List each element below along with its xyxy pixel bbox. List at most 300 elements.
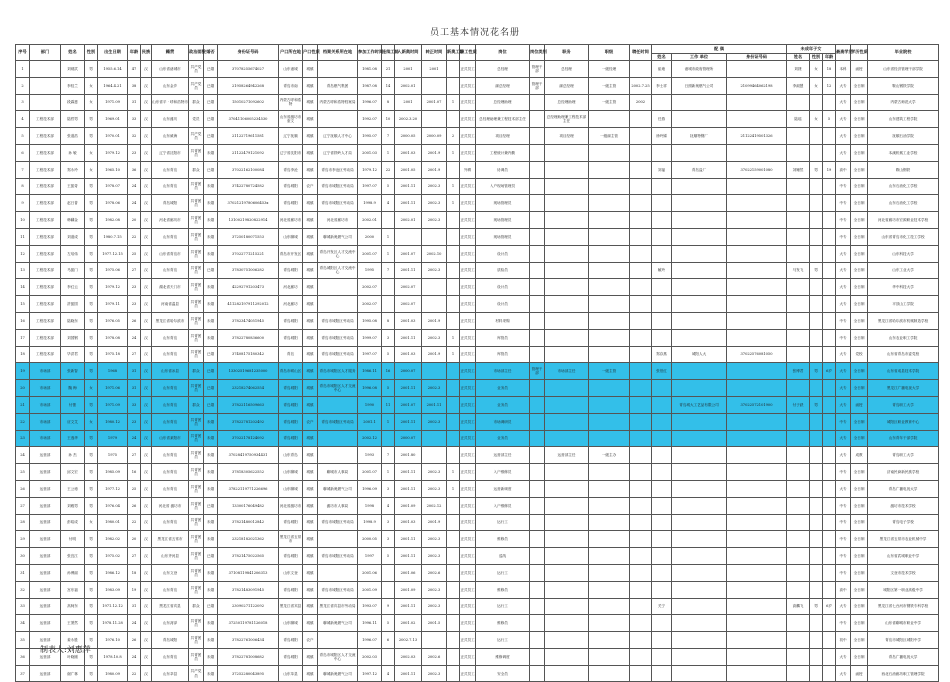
cell-spw [672,262,727,279]
cell-id: 37822761006434 [218,632,279,649]
cell-chn [787,665,810,682]
cell-dd [630,581,652,598]
cell-reg [422,111,447,128]
cell-reg: 2002.3 [422,212,447,229]
cell-rank [589,380,630,397]
cell-duty [545,396,589,413]
cell-name: 孙博丽 [61,564,85,581]
cell-et: 正式员工 [460,77,476,94]
cell-sex: 女 [85,413,98,430]
cell-cha [823,380,836,397]
cell-hk: 山东聊城 [279,464,303,481]
cell-eth: 汉 [141,329,152,346]
cell-eth: 汉 [141,346,152,363]
cell-et: 正式员工 [460,514,476,531]
cell-dept: 工程技术部 [30,195,61,212]
cell-nsen [447,430,460,447]
cell-name: 陆晓东 [61,312,85,329]
cell-sen: 4 [382,195,395,212]
col-age: 年龄 [128,45,141,61]
cell-name: 王萧然 [61,615,85,632]
table-row [16,632,939,649]
cell-ws: 1997.12 [358,665,382,682]
cell-eth: 汉 [141,396,152,413]
cell-et: 正式员工 [460,464,476,481]
col-duty: 职务 [545,45,589,61]
cell-spw [672,598,727,615]
cell-hk: 青岛城阳 [279,178,303,195]
cell-spid [727,94,787,111]
cell-reg: 2001 [422,61,447,78]
cell-file [318,531,358,548]
cell-mar: 未婚 [204,245,218,262]
cell-join: 2000.07 [395,430,422,447]
cell-pt [530,514,545,531]
cell-birth: 1971.09 [98,396,128,413]
cell-id: 37821475022565 [218,548,279,565]
cell-edt: 全日制 [851,245,868,262]
cell-birth: 1965.10 [98,161,128,178]
cell-cha [823,430,836,447]
cell-sex: 男 [85,296,98,313]
cell-nsen [447,111,460,128]
cell-hkt: 城镇 [303,363,318,380]
cell-dd [630,564,652,581]
cell-chs: 女 [810,111,823,128]
cell-dept: 工程技术部 [30,128,61,145]
col-marital: 婚否 [204,45,218,61]
cell-et: 正式员工 [460,262,476,279]
cell-cha: 5 [823,111,836,128]
cell-origin: 山东青岛 [152,480,189,497]
cell-name: 邱文宏 [61,464,85,481]
cell-hk: 青岛城阳 [279,413,303,430]
cell-id: 37250180071553 [218,228,279,245]
col-spouse-work: 工作 单位 [672,54,727,61]
cell-age: 27 [128,548,141,565]
cell-n: 10 [16,212,30,229]
cell-ws: 1995.07 [358,128,382,145]
cell-edu: 大专 [836,346,851,363]
cell-age: 22 [128,665,141,682]
cell-dd [630,178,652,195]
cell-nsen [447,665,460,682]
cell-duty: 项目经理 [545,128,589,145]
cell-chs [810,296,823,313]
cell-sex: 男 [85,531,98,548]
cell-dept: 工程技术部 [30,144,61,161]
cell-dd [630,665,652,682]
cell-birth: 1980.12 [98,413,128,430]
cell-age: 24 [128,615,141,632]
cell-age: 25 [128,480,141,497]
cell-et: 正式员工 [460,144,476,161]
cell-dept: 运营部 [30,615,61,632]
cell-chn [787,497,810,514]
cell-file [318,632,358,649]
cell-nsen: 1 [447,94,460,111]
col-seniority: 连续工龄 [382,45,395,61]
cell-dd: 2002 [630,94,652,111]
cell-hkt: 城镇 [303,77,318,94]
cell-hk: 青岛城阳 [279,329,303,346]
cell-hk: 青岛城阳 [279,312,303,329]
cell-cha [823,632,836,649]
cell-dept: 工程技术部 [30,245,61,262]
cell-spw [672,564,727,581]
cell-rank: 一级主管 [589,363,630,380]
cell-edt: 全日制 [851,195,868,212]
cell-post: 设计员 [476,296,530,313]
cell-hkt: 城镇 [303,296,318,313]
cell-file [318,111,358,128]
cell-dept: 运营部 [30,598,61,615]
cell-hk: 青岛李沧 [279,161,303,178]
cell-reg [422,296,447,313]
table-row [16,665,939,682]
cell-chs [810,144,823,161]
cell-pt [530,632,545,649]
cell-duty: 总经理助理兼工程技术部主任 [545,111,589,128]
cell-hkt: 城镇 [303,480,318,497]
cell-nsen [447,380,460,397]
cell-hkt: 城镇 [303,61,318,78]
cell-name: 王逸华 [61,430,85,447]
cell-sex: 男 [85,111,98,128]
cell-file: 青岛城阳区人才交流中心 [318,262,358,279]
cell-school: 华中科技大学 [868,279,939,296]
cell-name: 孙 杰 [61,447,85,464]
cell-reg: 2002.3 [422,329,447,346]
cell-post: 总经理助理 [476,94,530,111]
cell-reg [422,430,447,447]
cell-pt [530,665,545,682]
cell-sex: 男 [85,346,98,363]
cell-sen [382,564,395,581]
cell-id: 21122719611581 [218,128,279,145]
cell-pol: 共青团员 [189,548,204,565]
cell-eth: 汉 [141,212,152,229]
cell-dd [630,161,652,178]
cell-edt: 全日制 [851,312,868,329]
cell-name: 李桂兰 [61,77,85,94]
cell-file: 聊城新奥燃气公司 [318,480,358,497]
cell-origin: 山东菏泽 [152,615,189,632]
cell-et: 正式员工 [460,480,476,497]
cell-post: 入户现场管理员 [476,178,530,195]
cell-join: 2002.07 [395,279,422,296]
cell-chn [787,245,810,262]
cell-reg: 2002.3 [422,581,447,598]
cell-spid: 37022159001080 [727,161,787,178]
cell-id: 37022162100084 [218,161,279,178]
cell-age: 26 [128,312,141,329]
cell-age: 24 [128,430,141,447]
cell-hk: 内蒙古呼和浩特 [279,94,303,111]
cell-sex: 男 [85,632,98,649]
col-spouse-name: 姓名 [652,54,672,61]
cell-name: 应文艾 [61,413,85,430]
cell-edu: 大专 [836,245,851,262]
cell-dd [630,61,652,78]
cell-chn: 陆瑶 [787,111,810,128]
cell-dept: 工程技术部 [30,212,61,229]
cell-cha [823,564,836,581]
cell-pt [530,228,545,245]
cell-pol: 共青团员 [189,564,204,581]
cell-chn [787,94,810,111]
cell-edu: 中专 [836,615,851,632]
cell-rank [589,497,630,514]
cell-nsen [447,363,460,380]
cell-join: 2002.3.20 [395,111,422,128]
cell-post: 市场调研员 [476,413,530,430]
cell-origin: 山东青岛 [152,329,189,346]
cell-file: 青岛市城阳区人才服务 [318,363,358,380]
cell-origin: 湖北省天门市 [152,279,189,296]
cell-origin: 青岛城阳 [152,632,189,649]
cell-spn [652,329,672,346]
cell-name: 张道浩 [61,128,85,145]
col-new-seniority: 新奥工龄 [447,45,460,61]
cell-file: 青岛市城阳区人才交流中心 [318,648,358,665]
cell-cha [823,413,836,430]
cell-edt: 全日制 [851,413,868,430]
cell-hkt: 城镇 [303,514,318,531]
cell-sex: 男 [85,615,98,632]
cell-id: 411282197911292012 [218,296,279,313]
cell-reg: 2001.9 [422,161,447,178]
table-row [16,111,939,128]
cell-post: 现场管理员 [476,195,530,212]
cell-edu: 大专 [836,380,851,397]
cell-chs: 男 [810,363,823,380]
cell-pt: 管理干部 [530,363,545,380]
cell-pt: 管理干部 [530,77,545,94]
cell-edt: 全日制 [851,380,868,397]
cell-cha [823,665,836,682]
cell-hk: 山东青岛 [279,447,303,464]
table-row [16,648,939,665]
cell-post: 巡线 [476,548,530,565]
cell-pol: 共青团员 [189,228,204,245]
cell-sex: 男 [85,312,98,329]
cell-chs [810,564,823,581]
cell-post: 运行工 [476,564,530,581]
cell-nsen [447,514,460,531]
cell-edu: 大专 [836,128,851,145]
cell-cha [823,648,836,665]
cell-mar: 未婚 [204,178,218,195]
cell-rank [589,245,630,262]
cell-birth: 1979.11 [98,296,128,313]
cell-hk: 青岛市南 [279,77,303,94]
cell-file: 河北省廊坊市 [318,212,358,229]
cell-edu: 大专 [836,480,851,497]
cell-rank [589,329,630,346]
cell-file [318,396,358,413]
cell-sex: 男 [85,396,98,413]
cell-reg: 2000.09 [422,128,447,145]
cell-sex: 男 [85,548,98,565]
cell-school: 黑龙江省七台河市钢铁专科学校 [868,598,939,615]
cell-ws: 2000.05 [358,531,382,548]
cell-eth: 汉 [141,363,152,380]
table-row [16,262,939,279]
cell-nsen [447,312,460,329]
cell-n: 12 [16,245,30,262]
cell-dept: 工程技术部 [30,312,61,329]
cell-hk: 青岛城阳 [279,262,303,279]
cell-chs [810,632,823,649]
cell-spid [727,464,787,481]
table-row [16,77,939,94]
cell-origin: 黑龙江省宾县 [152,598,189,615]
cell-eth: 汉 [141,548,152,565]
cell-pt [530,128,545,145]
cell-post: 业务员 [476,396,530,413]
cell-birth: 1977.12 [98,480,128,497]
cell-school: 青岛职工大学 [868,396,939,413]
cell-birth: 1980.7.15 [98,228,128,245]
cell-school: 山东省武城职业中学 [868,548,939,565]
cell-file [318,430,358,447]
cell-name: 张新智 [61,363,85,380]
cell-sex: 女 [85,161,98,178]
cell-chn [787,329,810,346]
cell-post: 设计员 [476,279,530,296]
cell-chn [787,632,810,649]
cell-file: 辽宁省铁岭人才局 [318,144,358,161]
col-id-number: 身份证号码 [218,45,279,61]
cell-chn [787,447,810,464]
cell-school: 西北石油廊坊职工管理学院 [868,665,939,682]
cell-spw [672,514,727,531]
cell-id: 37252280043895 [218,665,279,682]
cell-et: 正式员工 [460,61,476,78]
cell-mar: 已婚 [204,396,218,413]
cell-spw: 抚顺特钢厂 [672,128,727,145]
cell-chn [787,346,810,363]
cell-eth: 汉 [141,447,152,464]
cell-birth: 1979 [98,430,128,447]
cell-eth: 汉 [141,195,152,212]
cell-name: 郑永玲 [61,161,85,178]
cell-join: 2002.01 [395,77,422,94]
cell-pt [530,447,545,464]
cell-n: 11 [16,228,30,245]
cell-birth: 1978.06 [98,195,128,212]
cell-duty [545,312,589,329]
cell-edu: 大专 [836,598,851,615]
table-row [16,178,939,195]
cell-sex: 男 [85,648,98,665]
cell-cha [823,548,836,565]
cell-et: 正式员工 [460,581,476,598]
cell-duty: 副总经理 [545,77,589,94]
cell-dd [630,632,652,649]
cell-dept: 市场部 [30,430,61,447]
cell-age: 26 [128,497,141,514]
col-dept: 部门 [30,45,61,61]
cell-origin: 山东青岛 [152,380,189,397]
cell-file: 青岛市城阳区劳动局 [318,178,358,195]
cell-n: 3 [16,94,30,111]
col-edu: 最高学历 [836,45,851,61]
cell-birth: 1978.07 [98,178,128,195]
cell-cha [823,144,836,161]
cell-join: 2001.07 [395,245,422,262]
cell-sex: 女 [85,514,98,531]
cell-school: 济南民商新民族学校 [868,464,939,481]
cell-rank [589,514,630,531]
cell-file [318,61,358,78]
cell-sen: 9 [382,598,395,615]
cell-dd [630,648,652,665]
cell-hkt: 城镇 [303,464,318,481]
cell-spw [672,464,727,481]
cell-dept: 工程技术部 [30,228,61,245]
cell-pt [530,581,545,598]
cell-duty [545,648,589,665]
cell-mar: 未婚 [204,447,218,464]
cell-chs [810,430,823,447]
cell-chn [787,312,810,329]
cell-edu: 中专 [836,312,851,329]
cell-spid [727,632,787,649]
cell-et: 正式员工 [460,296,476,313]
table-row [16,447,939,464]
cell-edt: 成教 [851,447,868,464]
cell-spw [672,480,727,497]
cell-pt [530,497,545,514]
cell-pol: 共青团员 [189,329,204,346]
cell-birth: 1986.12 [98,564,128,581]
col-duty-date: 聘任时间 [630,45,652,61]
cell-eth: 汉 [141,178,152,195]
cell-sex: 男 [85,665,98,682]
cell-origin: 山东青岛 [152,161,189,178]
cell-post: 业务员 [476,380,530,397]
cell-dd [630,195,652,212]
cell-duty [545,514,589,531]
cell-chn [787,195,810,212]
cell-name: 彭绍成 [61,514,85,531]
cell-dd [630,413,652,430]
cell-n: 9 [16,195,30,212]
cell-school: 青岛广播电视大学 [868,480,939,497]
cell-age: 47 [128,61,141,78]
cell-pol: 共青团员 [189,262,204,279]
cell-ws: 1998.9 [358,514,382,531]
cell-dd [630,346,652,363]
cell-hkt: 城镇 [303,497,318,514]
col-child-sex: 性别 [810,54,823,61]
cell-origin: 黑龙江省哈尔滨市 [152,312,189,329]
cell-reg: 2002.6 [422,564,447,581]
cell-et: 正式员工 [460,178,476,195]
cell-nsen: 1 [447,195,460,212]
cell-join: 2001.09 [395,497,422,514]
cell-sen: 7 [382,128,395,145]
cell-origin: 山东莘县 [152,665,189,682]
cell-spw [672,279,727,296]
cell-origin: 山东青岛 [152,464,189,481]
table-row [16,497,939,514]
col-regular-date: 转正时间 [422,45,447,61]
cell-pt [530,430,545,447]
cell-pt [530,161,545,178]
